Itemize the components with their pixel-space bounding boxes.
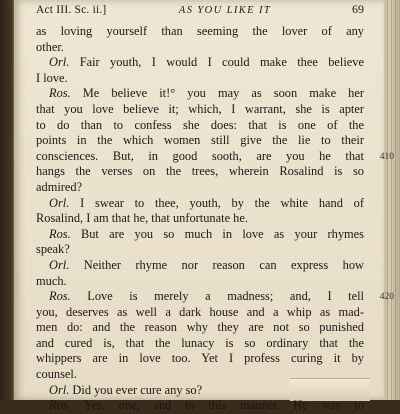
line-text: as loving yourself than seeming the lover of any bbox=[36, 24, 364, 38]
speaker-name: Ros. bbox=[49, 226, 71, 241]
line-text: I swear to thee, youth, by the white hand of bbox=[80, 195, 364, 210]
line-text: whippers are in love too. Yet I profess curing it by bbox=[36, 351, 364, 366]
text-line bbox=[36, 133, 364, 149]
line-text: Fair youth, I would I could make thee believe bbox=[79, 55, 365, 70]
line-number: 410 bbox=[379, 151, 394, 162]
speaker-name: Orl. bbox=[49, 382, 70, 397]
text-line bbox=[36, 102, 364, 118]
text-line bbox=[36, 211, 364, 227]
page-number: 69 bbox=[352, 2, 364, 16]
text-line bbox=[36, 227, 364, 243]
line-text: points in the which women still give the lie to their bbox=[36, 133, 364, 148]
play-text bbox=[36, 24, 394, 414]
line-text: hangs the verses on the trees, wherein Rosalind is so bbox=[36, 164, 364, 179]
line-text: counsel. bbox=[36, 367, 77, 382]
text-line bbox=[36, 258, 364, 274]
text-line bbox=[36, 118, 364, 134]
line-text: I love. bbox=[36, 70, 68, 85]
speaker-name: Orl. bbox=[49, 55, 70, 70]
line-text: much. bbox=[36, 273, 67, 288]
text-line bbox=[36, 71, 364, 87]
text-line bbox=[36, 274, 364, 290]
line-number: 420 bbox=[379, 292, 394, 303]
line-text: admired? bbox=[36, 179, 83, 194]
line-text: to do than to confess she does: that is one of the bbox=[36, 117, 364, 132]
act-scene-label: Act III. Sc. ii.] bbox=[36, 4, 107, 16]
line-text: men do: and the reason why they are not so punished bbox=[36, 320, 364, 335]
line-text: consciences. But, in good sooth, are you he that bbox=[36, 148, 364, 163]
text-line bbox=[36, 242, 364, 258]
text-line bbox=[36, 336, 364, 352]
text-line bbox=[36, 40, 364, 56]
line-text: you, deserves as well a dark house and a whip as mad- bbox=[36, 304, 364, 319]
speaker-name: Ros. bbox=[49, 289, 71, 304]
speaker-name: Ros. bbox=[49, 86, 71, 101]
text-line bbox=[36, 383, 364, 399]
text-line bbox=[36, 55, 364, 71]
line-text: Rosalind, I am that he, that unfortunate he. bbox=[36, 211, 248, 226]
line-text: speak? bbox=[36, 242, 70, 257]
text-line bbox=[36, 289, 394, 305]
line-text: that you love believe it; which, I warrant, she is apter bbox=[36, 101, 364, 116]
speaker-name: Orl. bbox=[49, 195, 70, 210]
running-header bbox=[36, 0, 364, 24]
text-line bbox=[36, 320, 364, 336]
text-line bbox=[36, 86, 364, 102]
text-line bbox=[36, 148, 394, 165]
speaker-name: Orl. bbox=[49, 257, 70, 272]
line-text: Me believe it!° you may as soon make her bbox=[82, 86, 364, 101]
text-line bbox=[36, 351, 364, 367]
line-text: Did you ever cure any so? bbox=[72, 382, 203, 397]
line-text: Neither rhyme nor reason can express how bbox=[83, 257, 364, 272]
running-title: AS YOU LIKE IT bbox=[178, 5, 272, 16]
text-line bbox=[36, 305, 364, 321]
text-line bbox=[36, 164, 364, 180]
line-text: Yes, one, and in this manner. He was to bbox=[83, 398, 365, 413]
text-line bbox=[36, 367, 364, 383]
text-line bbox=[36, 398, 364, 414]
text-line bbox=[36, 180, 364, 196]
line-text: Love is merely a madness; and, I tell bbox=[87, 289, 364, 304]
text-line bbox=[36, 24, 364, 40]
text-line bbox=[36, 196, 364, 212]
line-text: other. bbox=[36, 39, 64, 54]
line-text: and cured is, that the lunacy is so ordinary that the bbox=[36, 335, 364, 350]
page-text bbox=[36, 0, 394, 414]
line-text: But are you so much in love as your rhymes bbox=[80, 226, 364, 241]
page-edges bbox=[384, 0, 400, 400]
speaker-name: Ros. bbox=[49, 398, 71, 413]
